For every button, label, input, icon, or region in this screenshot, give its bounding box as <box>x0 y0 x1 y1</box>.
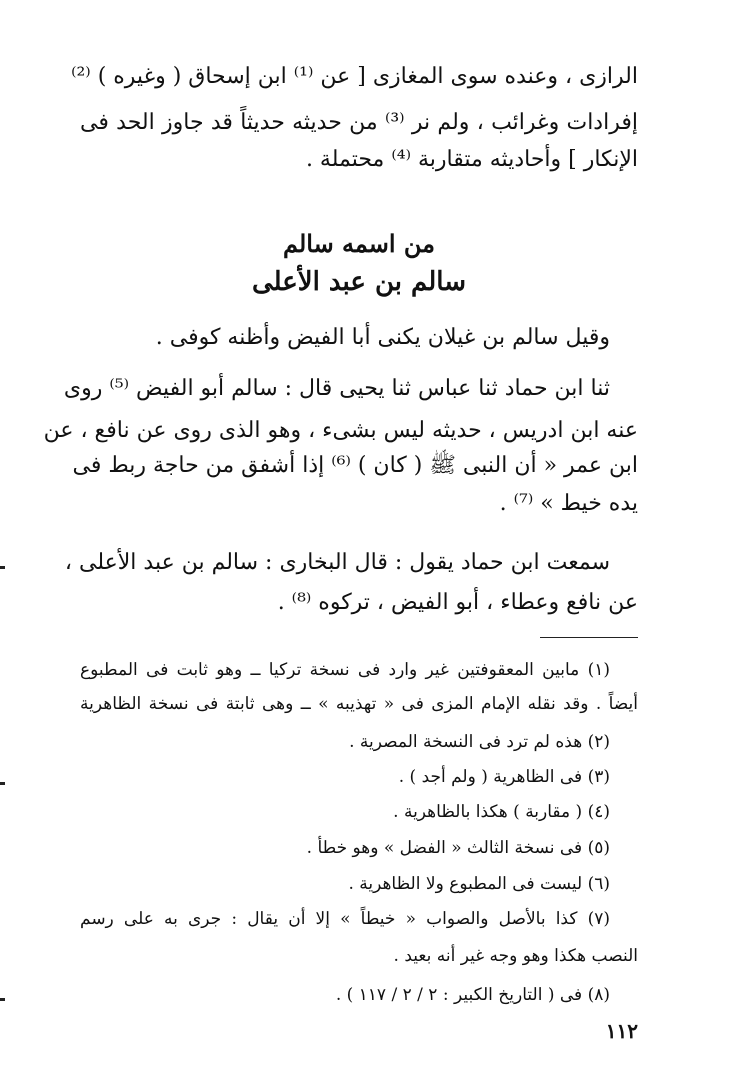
footnote-line: (١) مابين المعقوفتين غير وارد فى نسخة تركيا ــ وهو ثابت فى المطبوع <box>80 660 610 680</box>
footnote-line: النصب هكذا وهو وجه غير أنه بعيد . <box>393 946 638 966</box>
footnote-divider <box>540 637 638 638</box>
footnote-line: (٦) ليست فى المطبوع ولا الظاهرية . <box>348 874 610 894</box>
paragraph-line: عن نافع وعطاء ، أبو الفيض ، تركوه ⁽⁸⁾ . <box>277 590 638 615</box>
footnote-line: (٨) فى ( التاريخ الكبير : ٢ / ٢ / ١١٧ ) . <box>335 985 610 1005</box>
footnote-line: (٢) هذه لم ترد فى النسخة المصرية . <box>349 732 610 752</box>
footnote-line: (٣) فى الظاهرية ( ولم أجد ) . <box>398 767 610 787</box>
scan-edge-mark <box>0 998 5 1001</box>
footnote-line: أيضاً . وقد نقله الإمام المزى فى « تهذيبه » ــ وهى ثابتة فى نسخة الظاهرية <box>80 694 638 714</box>
paragraph-line: ثنا ابن حماد ثنا عباس ثنا يحيى قال : سالم أبو الفيض ⁽⁵⁾ روى <box>63 376 610 401</box>
section-subheading: سالم بن عبد الأعلى <box>252 267 466 297</box>
intro-line: إفرادات وغرائب ، ولم نر ⁽³⁾ من حديثه حديثاً قد جاوز الحد فى <box>80 110 638 135</box>
scan-edge-mark <box>0 782 5 785</box>
footnote-line: (٤) ( مقاربة ) هكذا بالظاهرية . <box>393 802 610 822</box>
paragraph-line: سمعت ابن حماد يقول : قال البخارى : سالم بن عبد الأعلى ، <box>64 550 610 575</box>
paragraph-line: يده خيط » ⁽⁷⁾ . <box>499 491 638 516</box>
section-heading: من اسمه سالم <box>282 229 436 258</box>
intro-line: الرازى ، وعنده سوى المغازى [ عن ⁽¹⁾ ابن إسحاق ( وغيره ) ⁽²⁾ <box>71 64 638 89</box>
page-number: ١١٢ <box>605 1019 638 1043</box>
paragraph-line: عنه ابن ادريس ، حديثه ليس بشىء ، وهو الذى روى عن نافع ، عن <box>43 418 638 443</box>
scan-edge-mark <box>0 566 5 569</box>
intro-line: الإنكار ] وأحاديثه متقاربة ⁽⁴⁾ محتملة . <box>305 147 638 172</box>
footnote-line: (٥) فى نسخة الثالث « الفضل » وهو خطأ . <box>306 838 610 858</box>
paragraph-line: ابن عمر « أن النبى ﷺ ( كان ) ⁽⁶⁾ إذا أشفق من حاجة ربط فى <box>72 453 638 478</box>
paragraph-line: وقيل سالم بن غيلان يكنى أبا الفيض وأظنه كوفى . <box>155 325 610 350</box>
footnote-line: (٧) كذا بالأصل والصواب « خيطاً » إلا أن يقال : جرى به على رسم <box>80 909 610 929</box>
